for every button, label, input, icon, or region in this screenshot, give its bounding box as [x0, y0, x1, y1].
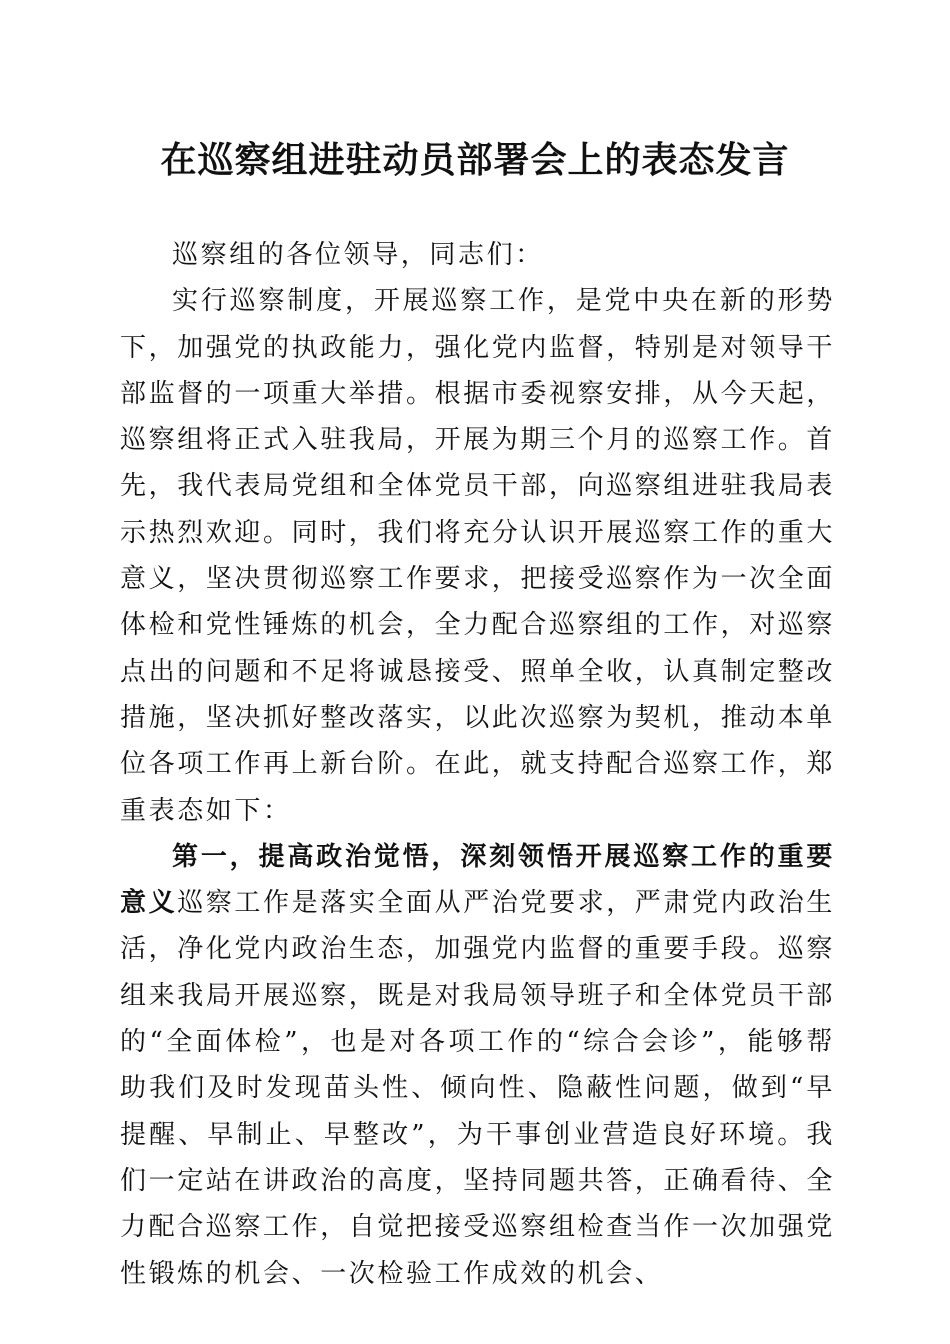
- section-1: [120, 834, 835, 1297]
- document-title: 在巡察组进驻动员部署会上的表态发言: [160, 139, 790, 181]
- salutation: 巡察组的各位领导，同志们：: [172, 240, 544, 270]
- section-1-text: 巡察工作是落实全面从严治党要求，严肃党内政治生活，净化党内政治生态，加强党内监督的重要手段。巡察组来我局开展巡察，既是对我局领导班子和全体党员干部的“全面体检”，也是对各项工作的“综合会诊”，能够帮助我们及时发现苗头性、倾向性、隐蔽性问题，做到“早提醒、早制止、早整改”，为干事创业营造良好环境。我们一定站在讲政治的高度，坚持同题共答，正确看待、全力配合巡察工作，自觉把接受巡察组检查当作一次加强党性锻炼的机会、一次检验工作成效的机会、: [120, 888, 836, 1289]
- section-1-heading: 第一，提高政治觉悟，深刻领悟开展巡察工作的重要意义: [120, 841, 835, 919]
- document-body: [120, 232, 835, 1297]
- paragraph-intro: 实行巡察制度，开展巡察工作，是党中央在新的形势下，加强党的执政能力，强化党内监督，特别是对领导干部监督的一项重大举措。根据市委视察安排，从今天起，巡察组将正式入驻我局，开展为期三个月的巡察工作。首先，我代表局党组和全体党员干部，向巡察组进驻我局表示热烈欢迎。同时，我们将充分认识开展巡察工作的重大意义，坚决贯彻巡察工作要求，把接受巡察作为一次全面体检和党性锤炼的机会，全力配合巡察组的工作，对巡察点出的问题和不足将诚恳接受、照单全收，认真制定整改措施，坚决抓好整改落实，以此次巡察为契机，推动本单位各项工作再上新台阶。在此，就支持配合巡察工作，郑重表态如下：: [120, 286, 836, 826]
